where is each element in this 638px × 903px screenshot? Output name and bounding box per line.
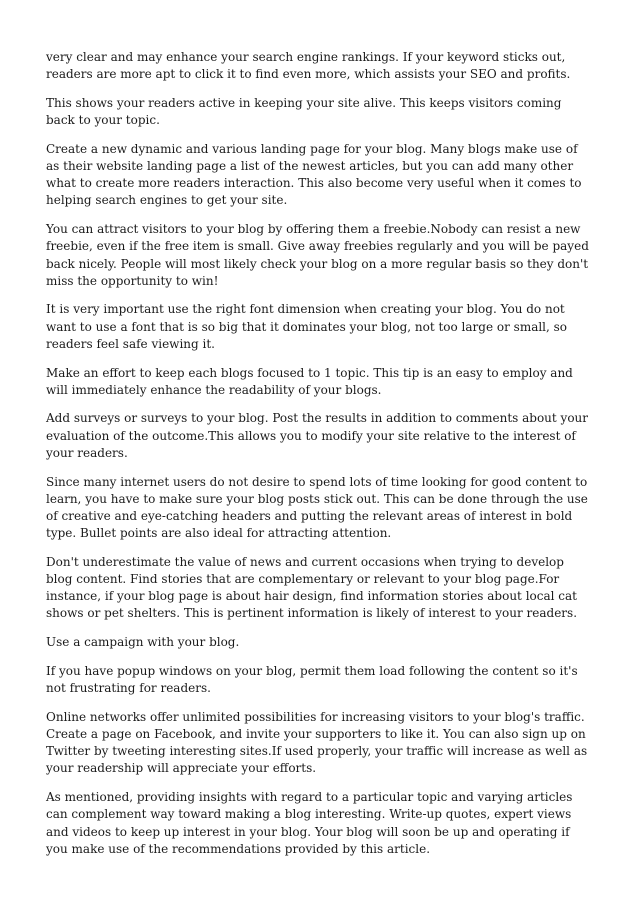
paragraph: Make an effort to keep each blogs focused to 1 topic. This tip is an easy to employ and will immediately enhance the readability of your blogs.	[46, 365, 573, 397]
paragraph: Use a campaign with your blog.	[46, 635, 240, 650]
paragraph: It is very important use the right font dimension when creating your blog. You do not want to use a font that is so big that it dominates your blog, not too large or small, so readers feel safe viewing it.	[46, 302, 568, 351]
paragraph: very clear and may enhance your search engine rankings. If your keyword sticks out, readers are more apt to click it to find even more, which assists your SEO and profits.	[46, 50, 571, 82]
paragraph: If you have popup windows on your blog, permit them load following the content so it's not frustrating for readers.	[46, 663, 578, 696]
paragraph: Add surveys or surveys to your blog. Post the results in addition to comments about your evaluation of the outcome.This allows you to modify your site relative to the interest of your readers.	[46, 411, 589, 460]
paragraph: As mentioned, providing insights with regard to a particular topic and varying articles can complement way toward making a blog interesting. Write-up quotes, expert views and videos to keep up interest in your blog. Your blog will soon be up and operating if you make use of the recommendations provided by this article.	[46, 790, 573, 856]
paragraph: Don't underestimate the value of news and current occasions when trying to develop blog content. Find stories that are complementary or relevant to your blog page.For instance, if your blog page is about hair design, find information stories about local cat shows or pet shelters. This is pertinent information is likely of interest to your readers.	[46, 554, 578, 621]
paragraph: This shows your readers active in keeping your site alive. This keeps visitors coming back to your topic.	[46, 95, 562, 128]
paragraph: Create a new dynamic and various landing page for your blog. Many blogs make use of as their website landing page a list of the newest articles, but you can add many other what to create more readers interaction. This also become very useful when it comes to helping search engines to get your site.	[46, 141, 582, 208]
paragraph: Online networks offer unlimited possibilities for increasing visitors to your blog's traffic. Create a page on Facebook, and invite your supporters to like it. You can also sign up on Twitter by tweeting interesting sites.If used properly, your traffic will increase as well as your readership will appreciate your efforts.	[46, 709, 588, 776]
paragraph: You can attract visitors to your blog by offering them a freebie.Nobody can resist a new freebie, even if the free item is small. Give away freebies regularly and you will be payed back nicely. People will most likely check your blog on a more regular basis so they don't miss the opportunity to win!	[46, 222, 589, 288]
document-page	[46, 49, 594, 869]
paragraph: Since many internet users do not desire to spend lots of time looking for good content to learn, you have to make sure your blog posts stick out. This can be done through the use of creative and eye-catching headers and putting the relevant areas of interest in bold type. Bullet points are also ideal for attracting attention.	[46, 474, 588, 541]
